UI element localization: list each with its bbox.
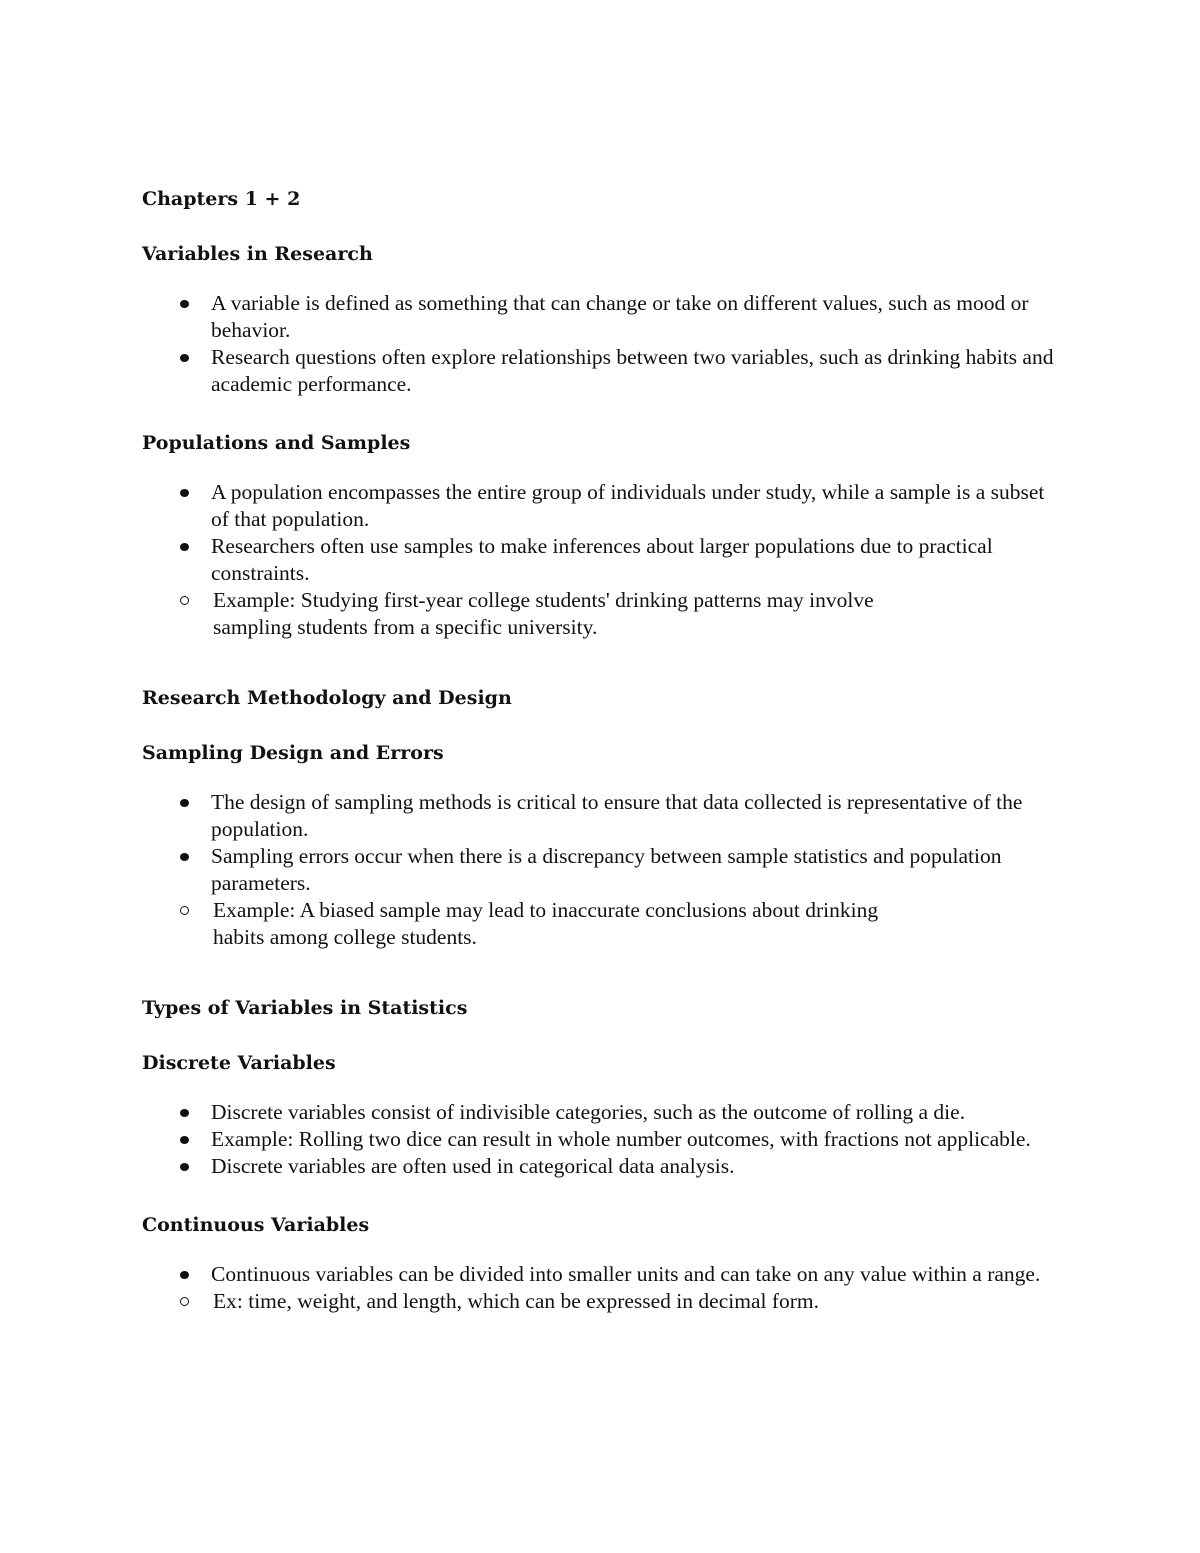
document-title: Chapters 1 + 2: [142, 188, 301, 210]
bullet-icon: [180, 1109, 189, 1117]
bullet-icon: [180, 354, 189, 362]
bullet-icon: [180, 1163, 189, 1171]
hollow-bullet-icon: [180, 596, 189, 605]
list-item: [142, 1126, 1061, 1153]
list-item: [142, 290, 1061, 344]
list-item-text: Researchers often use samples to make inferences about larger populations due to practical constraints.: [211, 534, 993, 585]
list-item: [142, 789, 1061, 843]
list-item: [142, 1261, 1061, 1315]
list-item-text: Sampling errors occur when there is a discrepancy between sample statistics and population parameters.: [211, 844, 1002, 895]
bullet-icon: [180, 1271, 189, 1279]
sub-list-item-text: Example: A biased sample may lead to inaccurate conclusions about drinking habits among college students.: [213, 898, 879, 949]
list-item: [142, 344, 1061, 398]
list-item-text: Continuous variables can be divided into smaller units and can take on any value within a range.: [211, 1262, 1041, 1286]
bullet-list-populations-and-samples: [142, 479, 1072, 641]
document-page: [142, 186, 1072, 1315]
bullet-list-sampling-design: [142, 789, 1072, 951]
bullet-icon: [180, 543, 189, 551]
list-item-text: Discrete variables consist of indivisible categories, such as the outcome of rolling a die.: [211, 1100, 966, 1124]
sub-list-item-text: Ex: time, weight, and length, which can be expressed in decimal form.: [213, 1289, 819, 1313]
sub-list-item: [142, 1288, 933, 1315]
list-item-text: A variable is defined as something that can change or take on different values, such as mood or behavior.: [211, 291, 1029, 342]
hollow-bullet-icon: [180, 1297, 189, 1306]
list-item: [142, 1099, 1061, 1126]
bullet-icon: [180, 799, 189, 807]
hollow-bullet-icon: [180, 906, 189, 915]
list-item-text: The design of sampling methods is critical to ensure that data collected is representative of the population.: [211, 790, 1023, 841]
sub-list-item: [142, 897, 933, 951]
sub-list-item: [142, 587, 933, 641]
section-heading-continuous-variables: Continuous Variables: [142, 1214, 370, 1236]
list-item: [142, 479, 1061, 533]
list-item-text: A population encompasses the entire group of individuals under study, while a sample is a subset of that population.: [211, 480, 1045, 531]
bullet-icon: [180, 489, 189, 497]
section-heading-types-of-variables: Types of Variables in Statistics: [142, 997, 468, 1019]
list-item: [142, 843, 1061, 951]
sub-bullet-list: [211, 897, 1061, 951]
section-heading-sampling-design: Sampling Design and Errors: [142, 742, 444, 764]
sub-bullet-list: [211, 587, 1061, 641]
section-heading-research-methodology: Research Methodology and Design: [142, 687, 512, 709]
list-item: [142, 533, 1061, 641]
bullet-icon: [180, 853, 189, 861]
list-item-text: Example: Rolling two dice can result in whole number outcomes, with fractions not applicable.: [211, 1127, 1031, 1151]
section-heading-populations-and-samples: Populations and Samples: [142, 432, 411, 454]
bullet-list-continuous-variables: [142, 1261, 1072, 1315]
bullet-icon: [180, 300, 189, 308]
bullet-list-discrete-variables: [142, 1099, 1072, 1180]
sub-list-item-text: Example: Studying first-year college students' drinking patterns may involve sampling students from a specific university.: [213, 588, 874, 639]
list-item: [142, 1153, 1061, 1180]
section-heading-discrete-variables: Discrete Variables: [142, 1052, 336, 1074]
bullet-list-variables-in-research: [142, 290, 1072, 398]
sub-bullet-list: [211, 1288, 1061, 1315]
list-item-text: Research questions often explore relationships between two variables, such as drinking habits and academic performance.: [211, 345, 1054, 396]
bullet-icon: [180, 1136, 189, 1144]
section-heading-variables-in-research: Variables in Research: [142, 243, 373, 265]
list-item-text: Discrete variables are often used in categorical data analysis.: [211, 1154, 735, 1178]
